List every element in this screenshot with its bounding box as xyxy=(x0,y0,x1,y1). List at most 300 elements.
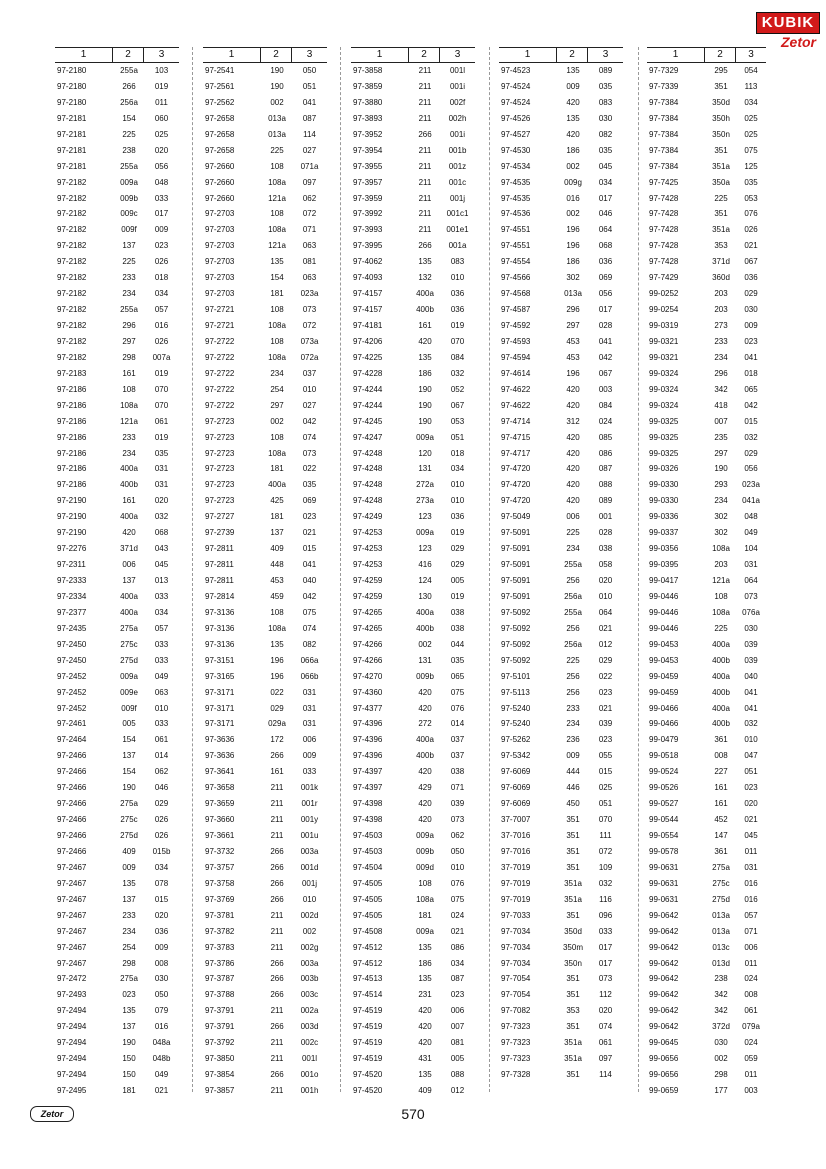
table-row xyxy=(351,477,475,493)
figure-number: 108a xyxy=(712,607,730,617)
part-number: 97-4244 xyxy=(353,400,383,410)
position-number: 002f xyxy=(449,97,466,107)
position-number: 006 xyxy=(302,735,317,745)
table-row xyxy=(647,191,766,207)
position-number: 023 xyxy=(154,241,169,251)
position-number: 055 xyxy=(598,751,613,761)
table-row xyxy=(499,446,623,462)
part-number: 99-0642 xyxy=(649,910,679,920)
figure-number: 293 xyxy=(714,480,728,490)
part-number: 97-2461 xyxy=(57,719,87,729)
table-row xyxy=(351,206,475,222)
table-row xyxy=(55,748,179,764)
figure-number: 342 xyxy=(714,990,728,1000)
part-number: 97-4720 xyxy=(501,480,531,490)
position-number: 059 xyxy=(744,1054,758,1064)
table-row xyxy=(55,876,179,892)
part-number: 99-0578 xyxy=(649,846,679,856)
part-number: 97-4228 xyxy=(353,368,383,378)
figure-number: 016 xyxy=(566,193,580,203)
position-number: 016 xyxy=(154,1022,169,1032)
figure-number: 137 xyxy=(122,751,136,761)
figure-number: 108 xyxy=(270,161,284,171)
figure-number: 266 xyxy=(270,751,284,761)
figure-number: 234 xyxy=(566,719,580,729)
part-number: 97-7082 xyxy=(501,1006,531,1016)
part-number: 97-3659 xyxy=(205,799,235,809)
position-number: 061 xyxy=(744,1006,758,1016)
position-number: 031 xyxy=(744,560,758,570)
part-number: 97-4519 xyxy=(353,1054,383,1064)
position-number: 068 xyxy=(154,528,169,538)
figure-number: 256a xyxy=(564,639,582,649)
position-number: 075 xyxy=(302,607,317,617)
figure-number: 009b xyxy=(120,193,138,203)
table-row xyxy=(55,685,179,701)
table-row xyxy=(203,764,327,780)
part-number: 97-2182 xyxy=(57,321,87,330)
part-number: 97-2723 xyxy=(205,480,235,490)
table-row xyxy=(647,398,766,414)
table-row xyxy=(203,398,327,414)
figure-number: 350d xyxy=(712,97,730,107)
part-number: 97-7034 xyxy=(501,926,531,936)
position-number: 020 xyxy=(154,145,169,155)
table-row xyxy=(499,286,623,302)
figure-number: 297 xyxy=(122,336,136,346)
part-number: 97-2182 xyxy=(57,336,87,346)
table-row xyxy=(647,477,766,493)
position-number: 002 xyxy=(302,926,317,936)
figure-number: 211 xyxy=(418,209,432,219)
figure-number: 234 xyxy=(122,448,136,458)
table-row xyxy=(647,350,766,366)
table-row xyxy=(351,509,475,525)
figure-number: 446 xyxy=(566,783,580,793)
part-number: 97-2493 xyxy=(57,990,87,1000)
figure-number: 425 xyxy=(270,496,284,506)
part-number: 99-0459 xyxy=(649,687,679,697)
position-number: 002d xyxy=(300,910,319,920)
part-number: 37-7016 xyxy=(501,831,531,840)
position-number: 001j xyxy=(449,193,466,203)
position-number: 088 xyxy=(450,1070,465,1080)
position-number: 069 xyxy=(598,273,613,283)
figure-number: 351 xyxy=(566,862,580,872)
part-number: 97-6069 xyxy=(501,799,531,809)
position-number: 070 xyxy=(450,336,465,346)
table-row xyxy=(499,1019,623,1035)
figure-number: 009a xyxy=(120,177,138,187)
part-number: 99-0479 xyxy=(649,735,679,745)
table-row xyxy=(55,621,179,637)
figure-number: 225 xyxy=(122,257,136,267)
table-row xyxy=(499,382,623,398)
position-number: 084 xyxy=(598,400,613,410)
logo-zetor: Zetor xyxy=(781,34,816,50)
figure-number: 135 xyxy=(566,113,580,123)
position-number: 017 xyxy=(154,209,169,219)
part-number: 99-0642 xyxy=(649,942,679,952)
position-number: 049 xyxy=(154,671,169,681)
table-row xyxy=(351,956,475,972)
position-number: 026 xyxy=(154,815,169,825)
position-number: 023 xyxy=(744,336,758,346)
figure-number: 009g xyxy=(564,177,582,187)
figure-number: 009 xyxy=(566,81,580,91)
table-row xyxy=(55,95,179,111)
position-number: 031 xyxy=(744,862,758,872)
part-number: 97-2182 xyxy=(57,352,87,362)
part-number: 97-2190 xyxy=(57,496,87,506)
position-number: 001j xyxy=(301,878,318,888)
part-number: 97-2561 xyxy=(205,81,235,91)
figure-number: 420 xyxy=(418,687,432,697)
table-row xyxy=(203,732,327,748)
table-row xyxy=(499,493,623,509)
position-number: 001u xyxy=(300,831,319,840)
table-row xyxy=(203,780,327,796)
figure-number: 255a xyxy=(120,66,138,75)
part-number: 99-0325 xyxy=(649,416,679,426)
part-number: 97-4592 xyxy=(501,321,531,330)
part-number: 97-3641 xyxy=(205,767,235,777)
part-number: 99-0325 xyxy=(649,432,679,442)
position-number: 010 xyxy=(744,735,758,745)
position-number: 066a xyxy=(300,655,319,665)
position-number: 076 xyxy=(450,878,465,888)
position-number: 076a xyxy=(742,607,760,617)
figure-number: 108a xyxy=(268,177,286,187)
table-row xyxy=(499,398,623,414)
part-number: 97-4520 xyxy=(353,1070,383,1080)
part-number: 97-7428 xyxy=(649,241,679,251)
figure-number: 135 xyxy=(418,352,432,362)
table-row xyxy=(55,334,179,350)
part-number: 97-3769 xyxy=(205,894,235,904)
table-row xyxy=(203,653,327,669)
position-number: 040 xyxy=(302,576,317,585)
part-number: 97-2467 xyxy=(57,878,87,888)
figure-number: 295 xyxy=(714,66,728,75)
figure-number: 256a xyxy=(564,591,582,601)
part-number: 97-2333 xyxy=(57,576,87,585)
figure-number: 009f xyxy=(121,225,137,235)
table-row xyxy=(499,669,623,685)
position-number: 058 xyxy=(598,560,613,570)
footer-zetor-logo: Zetor xyxy=(30,1106,74,1122)
position-number: 010 xyxy=(302,894,317,904)
part-number: 99-0319 xyxy=(649,321,679,330)
table-row xyxy=(55,191,179,207)
table-row xyxy=(55,1003,179,1019)
position-number: 060 xyxy=(154,113,169,123)
figure-number: 400b xyxy=(712,687,730,697)
table-row xyxy=(647,79,766,95)
table-row xyxy=(499,796,623,812)
table-row xyxy=(647,430,766,446)
figure-number: 132 xyxy=(418,273,432,283)
table-row xyxy=(499,637,623,653)
position-number: 071a xyxy=(300,161,319,171)
position-number: 036 xyxy=(450,512,465,522)
part-number: 97-2495 xyxy=(57,1086,87,1095)
position-number: 034 xyxy=(744,97,758,107)
table-row xyxy=(351,461,475,477)
figure-number: 108 xyxy=(270,336,284,346)
position-number: 002g xyxy=(300,942,319,952)
figure-number: 150 xyxy=(122,1070,136,1080)
position-number: 010 xyxy=(598,591,613,601)
position-number: 042 xyxy=(302,416,317,426)
position-number: 053 xyxy=(744,193,758,203)
figure-number: 238 xyxy=(714,974,728,984)
part-number: 99-0453 xyxy=(649,639,679,649)
position-number: 023a xyxy=(742,480,760,490)
table-row xyxy=(55,764,179,780)
position-number: 010 xyxy=(450,496,465,506)
position-number: 029 xyxy=(598,655,613,665)
part-number: 97-7054 xyxy=(501,974,531,984)
part-number: 97-4157 xyxy=(353,305,383,315)
column-header-row xyxy=(499,47,623,63)
part-number: 97-3165 xyxy=(205,671,235,681)
figure-number: 400b xyxy=(416,623,434,633)
part-number: 97-2811 xyxy=(205,544,234,554)
part-number: 97-3893 xyxy=(353,113,383,123)
table-row xyxy=(499,63,623,79)
position-number: 083 xyxy=(450,257,465,267)
table-row xyxy=(55,716,179,732)
position-number: 045 xyxy=(598,161,613,171)
table-row xyxy=(203,111,327,127)
figure-number: 351 xyxy=(566,831,580,840)
position-number: 008 xyxy=(744,990,758,1000)
part-number: 97-4512 xyxy=(353,958,383,968)
part-number: 97-2186 xyxy=(57,464,87,474)
position-number: 072 xyxy=(302,209,317,219)
part-number: 97-3781 xyxy=(205,910,235,920)
figure-number: 361 xyxy=(714,735,728,745)
part-number: 97-2180 xyxy=(57,81,87,91)
table-row xyxy=(55,828,179,844)
table-row xyxy=(55,254,179,270)
figure-number: 203 xyxy=(714,560,728,570)
part-number: 97-2466 xyxy=(57,815,87,825)
figure-number: 420 xyxy=(566,432,580,442)
table-row xyxy=(351,541,475,557)
column-separator xyxy=(192,47,193,1092)
position-number: 039 xyxy=(744,655,758,665)
table-row xyxy=(351,1035,475,1051)
position-number: 087 xyxy=(450,974,465,984)
table-row xyxy=(203,127,327,143)
figure-number: 255a xyxy=(120,305,138,315)
table-row xyxy=(351,971,475,987)
part-number: 97-4720 xyxy=(501,496,531,506)
figure-number: 400a xyxy=(120,591,138,601)
column-header-1: 1 xyxy=(672,49,679,60)
part-number: 97-4396 xyxy=(353,719,383,729)
part-number: 97-3136 xyxy=(205,639,235,649)
part-number: 97-2182 xyxy=(57,241,87,251)
figure-number: 420 xyxy=(418,703,432,713)
figure-number: 002 xyxy=(270,97,284,107)
table-row xyxy=(351,892,475,908)
table-row xyxy=(647,111,766,127)
table-row xyxy=(351,605,475,621)
figure-number: 351a xyxy=(564,1038,582,1048)
part-number: 97-5091 xyxy=(501,591,531,601)
table-row xyxy=(351,573,475,589)
figure-number: 409 xyxy=(418,1086,432,1095)
figure-number: 272a xyxy=(416,480,434,490)
table-row xyxy=(351,446,475,462)
position-number: 050 xyxy=(450,846,465,856)
part-number: 97-2182 xyxy=(57,273,87,283)
figure-number: 135 xyxy=(418,942,432,952)
position-number: 026 xyxy=(154,257,169,267)
part-number: 97-2186 xyxy=(57,416,87,426)
position-number: 001i xyxy=(449,81,466,91)
position-number: 037 xyxy=(450,735,465,745)
figure-number: 131 xyxy=(418,464,432,474)
figure-number: 137 xyxy=(270,528,284,538)
figure-number: 342 xyxy=(714,1006,728,1016)
position-number: 001r xyxy=(301,799,318,809)
position-number: 024 xyxy=(450,910,465,920)
logo-kubik: KUBIK xyxy=(756,12,820,34)
figure-number: 013a xyxy=(268,129,286,139)
figure-number: 124 xyxy=(418,576,432,585)
part-number: 97-2466 xyxy=(57,831,87,840)
position-number: 103 xyxy=(154,66,169,75)
position-number: 017 xyxy=(598,305,613,315)
position-number: 071 xyxy=(744,926,758,936)
figure-number: 154 xyxy=(122,735,136,745)
part-number: 97-3758 xyxy=(205,878,235,888)
column-header-3: 3 xyxy=(439,48,475,62)
figure-number: 161 xyxy=(270,767,284,777)
figure-number: 120 xyxy=(418,448,432,458)
position-number: 001l xyxy=(449,66,466,75)
figure-number: 211 xyxy=(270,926,284,936)
table-row xyxy=(203,860,327,876)
table-row xyxy=(55,812,179,828)
part-number: 97-4259 xyxy=(353,576,383,585)
part-number: 97-4593 xyxy=(501,336,531,346)
figure-number: 123 xyxy=(418,544,432,554)
figure-number: 302 xyxy=(566,273,580,283)
figure-number: 211 xyxy=(270,1038,284,1048)
part-number: 97-7428 xyxy=(649,209,679,219)
position-number: 020 xyxy=(598,1006,613,1016)
position-number: 072a xyxy=(300,352,319,362)
part-number: 99-0252 xyxy=(649,289,679,299)
figure-number: 002 xyxy=(418,639,432,649)
figure-number: 013d xyxy=(712,958,730,968)
table-row xyxy=(351,637,475,653)
figure-number: 234 xyxy=(714,496,728,506)
position-number: 003a xyxy=(300,846,319,856)
position-number: 003 xyxy=(598,384,613,394)
figure-number: 190 xyxy=(270,66,284,75)
table-row xyxy=(203,1003,327,1019)
table-row xyxy=(203,748,327,764)
position-number: 048 xyxy=(154,177,169,187)
figure-number: 225 xyxy=(122,129,136,139)
table-row xyxy=(55,127,179,143)
part-number: 97-5240 xyxy=(501,719,531,729)
figure-number: 186 xyxy=(418,958,432,968)
part-number: 97-2450 xyxy=(57,639,87,649)
part-number: 97-2377 xyxy=(57,607,87,617)
table-row xyxy=(499,1035,623,1051)
position-number: 034 xyxy=(154,289,169,299)
part-number: 97-2181 xyxy=(57,113,87,123)
column-header-3: 3 xyxy=(587,48,623,62)
table-row xyxy=(499,334,623,350)
part-number: 99-0645 xyxy=(649,1038,679,1048)
table-row xyxy=(647,334,766,350)
position-number: 025 xyxy=(744,129,758,139)
figure-number: 029a xyxy=(268,719,286,729)
part-number: 97-2811 xyxy=(205,560,234,570)
table-row xyxy=(203,222,327,238)
table-row xyxy=(351,908,475,924)
position-number: 056 xyxy=(744,464,758,474)
table-row xyxy=(499,1067,623,1083)
part-number: 99-0524 xyxy=(649,767,679,777)
part-number: 97-4396 xyxy=(353,751,383,761)
table-row xyxy=(647,63,766,79)
column-separator xyxy=(638,47,639,1092)
part-number: 97-2464 xyxy=(57,735,87,745)
position-number: 048b xyxy=(152,1054,171,1064)
table-row xyxy=(203,892,327,908)
figure-number: 351 xyxy=(566,1022,580,1032)
part-number: 97-3171 xyxy=(205,687,235,697)
part-number: 97-4508 xyxy=(353,926,383,936)
table-row xyxy=(647,159,766,175)
part-number: 97-4717 xyxy=(501,448,531,458)
table-row xyxy=(647,1035,766,1051)
figure-number: 353 xyxy=(714,241,728,251)
part-number: 97-2452 xyxy=(57,703,87,713)
position-number: 033 xyxy=(598,926,613,936)
table-row xyxy=(351,270,475,286)
position-number: 005 xyxy=(450,576,465,585)
part-number: 97-2703 xyxy=(205,257,235,267)
table-row xyxy=(55,143,179,159)
position-number: 033 xyxy=(302,767,317,777)
part-number: 97-4622 xyxy=(501,384,531,394)
figure-number: 009b xyxy=(416,846,434,856)
table-row xyxy=(55,924,179,940)
table-row xyxy=(55,732,179,748)
part-number: 99-0631 xyxy=(649,862,679,872)
part-number: 97-2660 xyxy=(205,193,235,203)
part-number: 97-3993 xyxy=(353,225,383,235)
figure-number: 009b xyxy=(416,671,434,681)
figure-number: 409 xyxy=(270,544,284,554)
table-row xyxy=(203,541,327,557)
table-row xyxy=(499,318,623,334)
part-number: 99-0446 xyxy=(649,591,679,601)
figure-number: 172 xyxy=(270,735,284,745)
part-number: 97-2722 xyxy=(205,368,235,378)
table-row xyxy=(351,748,475,764)
